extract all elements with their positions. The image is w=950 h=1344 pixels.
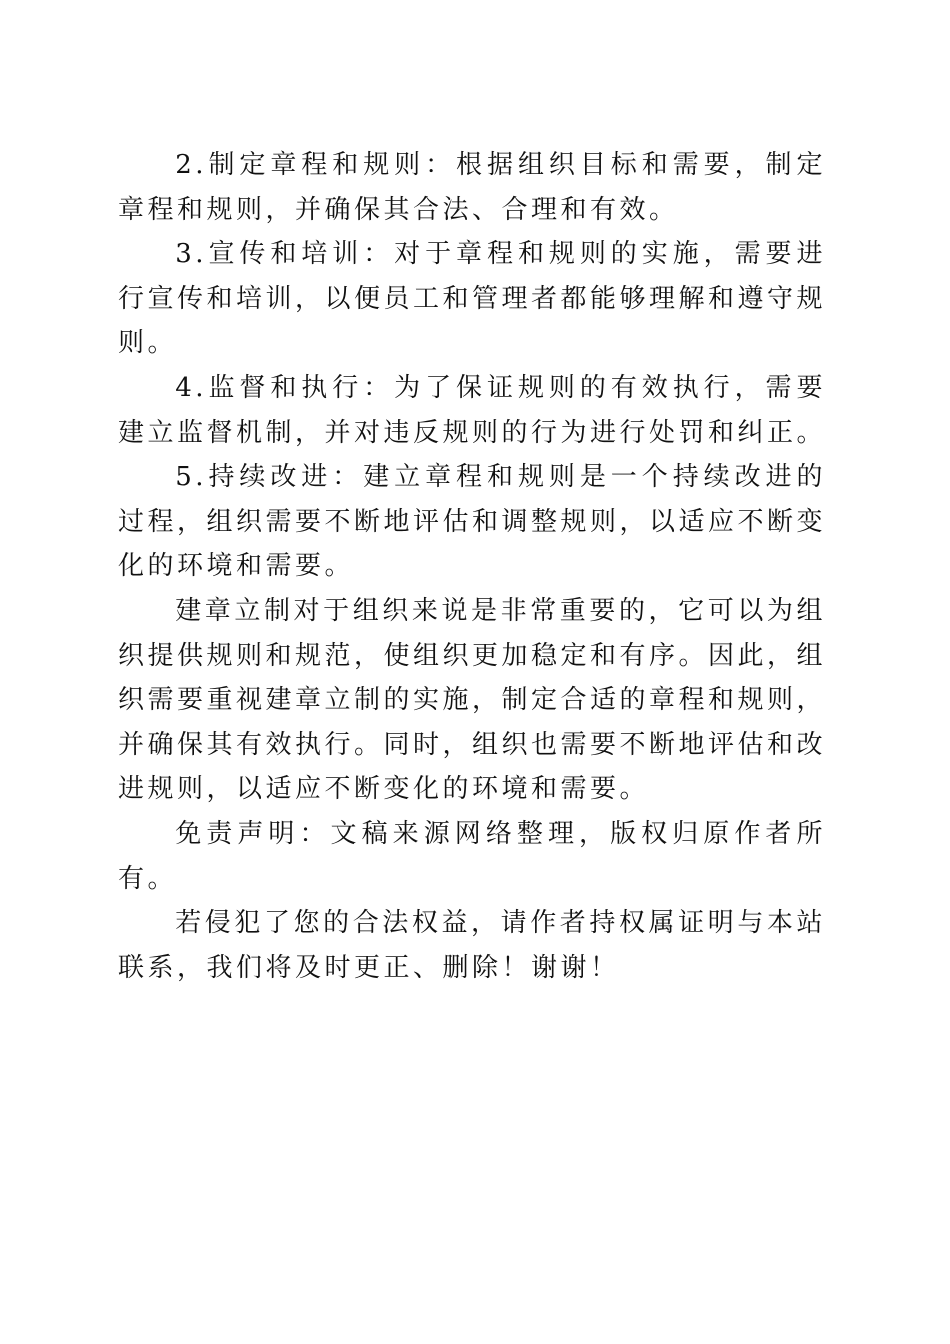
summary-paragraph: 建章立制对于组织来说是非常重要的，它可以为组织提供规则和规范，使组织更加稳定和有序。因此，组织需要重视建章立制的实施，制定合适的章程和规则，并确保其有效执行。同时，组织也需要不断地评估和改进规则，以适应不断变化的环境和需要。 [118, 595, 827, 805]
document-body [118, 143, 826, 990]
disclaimer-paragraph: 免责声明：文稿来源网络整理，版权归原作者所有。 [118, 818, 826, 894]
contact-notice-paragraph: 若侵犯了您的合法权益，请作者持权属证明与本站联系，我们将及时更正、删除！谢谢！ [118, 908, 826, 983]
step-4-paragraph: 4.监督和执行：为了保证规则的有效执行，需要建立监督机制，并对违反规则的行为进行处罚和纠正。 [118, 372, 827, 448]
step-3-paragraph: 3.宣传和培训：对于章程和规则的实施，需要进行宣传和培训，以便员工和管理者都能够理解和遵守规则。 [118, 239, 827, 359]
step-5-paragraph: 5.持续改进：建立章程和规则是一个持续改进的过程，组织需要不断地评估和调整规则，以适应不断变化的环境和需要。 [118, 462, 827, 582]
step-2-paragraph: 2.制定章程和规则：根据组织目标和需要，制定章程和规则，并确保其合法、合理和有效。 [118, 150, 826, 225]
